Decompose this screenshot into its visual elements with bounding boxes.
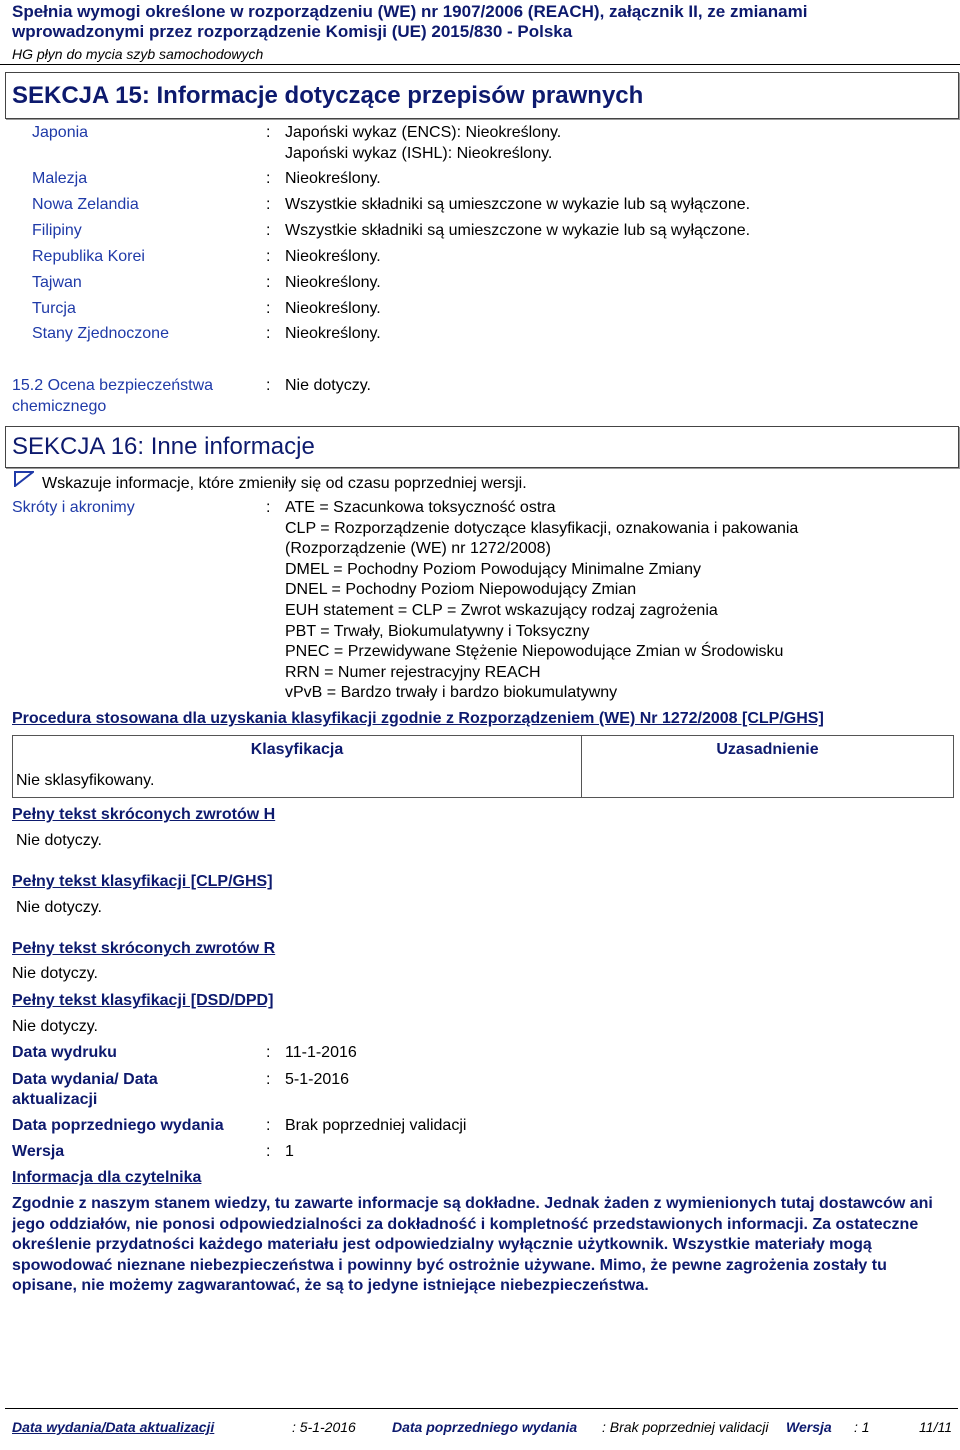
colon: : [266,1044,271,1061]
section-15-heading [5,72,959,119]
colon: : [266,1117,271,1134]
abbreviation-item: RRN = Numer rejestracyjny REACH [285,663,541,681]
reader-info-title: Informacja dla czytelnika [12,1169,202,1186]
abbreviation-item: CLP = Rozporządzenie dotyczące klasyfikacji, oznakowania i pakowania [285,519,799,537]
print-date-label: Data wydruku [12,1044,117,1061]
print-date-value: 11-1-2016 [285,1044,357,1061]
footer-previous-value: : Brak poprzedniej validacji [602,1419,769,1435]
section-16-heading [5,426,959,468]
disclaimer: Zgodnie z naszym stanem wiedzy, tu zawarte informacje są dokładne. Jednak żaden z wymienionych tutaj dostawców ani jego oddziałów, nie ponosi odpowiedzialności za dokładność i kompletność przedstawionych informacji. Za ostateczne określenie przydatności każdego materiału jest odpowiedzialny wyłącznie użytkownik. Wszystkie materiały mogą spowodować nieznane niebezpieczeństwa i powinny być ostrożnie używane. Mimo, że pewne zagrożenia zostały tu opisane, nie możemy zagwarantować, że są to jedyne istniejące niebezpieczeństwa. [12,1195,933,1295]
footer-page-number: 11/11 [919,1419,952,1435]
clp-value: Nie dotyczy. [16,899,102,916]
version-value: 1 [285,1143,294,1160]
abbreviations-list [285,498,945,704]
footer-version-value: : 1 [854,1419,870,1435]
previous-date-label: Data poprzedniego wydania [12,1117,224,1134]
abbreviation-item: vPvB = Bardzo trwały i bardzo biokumulatywny [285,684,618,702]
document-header [12,2,952,42]
colon: : [266,325,271,342]
classification-header-text: Klasyfikacja [250,741,344,758]
issue-date-label: Data wydania/ Data aktualizacji [12,1071,158,1108]
colon: : [266,222,271,239]
country-value-japan-1: Japoński wykaz (ENCS): Nieokreślony. [285,124,562,141]
colon: : [266,499,271,516]
abbreviation-item: ATE = Szacunkowa toksyczność ostra [285,499,556,516]
header-divider [0,64,960,65]
colon: : [266,248,271,265]
country-value-korea: Nieokreślony. [285,248,381,265]
dsd-title: Pełny tekst klasyfikacji [DSD/DPD] [12,992,274,1009]
country-value-taiwan: Nieokreślony. [285,274,381,291]
footer-divider [5,1408,958,1409]
colon: : [266,377,271,394]
footer-issue-label: Data wydania/Data aktualizacji [12,1419,215,1435]
section-16-title: SEKCJA 16: Inne informacje [12,433,315,460]
r-phrases-title: Pełny tekst skróconych zwrotów R [12,940,276,957]
abbreviations-label: Skróty i akronimy [12,499,135,516]
table-row [13,766,954,798]
classification-table [12,735,954,798]
h-phrases-title: Pełny tekst skróconych zwrotów H [12,806,276,823]
colon: : [266,1071,271,1088]
justification-header-text: Uzasadnienie [716,741,819,758]
country-label-philippines: Filipiny [32,222,82,239]
issue-date-value: 5-1-2016 [285,1071,350,1088]
r-phrases-value: Nie dotyczy. [12,965,98,982]
abbreviation-item: (Rozporządzenie (WE) nr 1272/2008) [285,540,551,558]
previous-date-value: Brak poprzedniej validacji [285,1117,467,1134]
country-label-turkey: Turcja [32,300,76,317]
colon: : [266,124,271,141]
footer-version-label: Wersja [786,1419,832,1435]
abbreviation-item: PNEC = Przewidywane Stężenie Niepowodujące Zmian w Środowisku [285,643,784,661]
dsd-value: Nie dotyczy. [12,1018,98,1035]
section-15-title: SEKCJA 15: Informacje dotyczące przepisów prawnych [12,82,644,109]
abbreviation-item: DMEL = Pochodny Poziom Powodujący Minimalne Zmiany [285,560,702,578]
colon: : [266,196,271,213]
change-note: Wskazuje informacje, które zmieniły się od czasu poprzedniej wersji. [42,475,527,492]
table-header-justification [582,736,954,766]
change-indicator-icon [14,471,34,487]
country-label-korea: Republika Korei [32,248,145,265]
footer-issue-value: : 5-1-2016 [292,1419,356,1435]
abbreviation-item: PBT = Trwały, Biokumulatywny i Toksyczny [285,622,590,640]
h-phrases-value: Nie dotyczy. [16,832,102,849]
abbreviation-item: DNEL = Pochodny Poziom Niepowodujący Zmian [285,581,637,599]
country-value-usa: Nieokreślony. [285,325,381,342]
table-header-row [13,736,954,766]
country-value-turkey: Nieokreślony. [285,300,381,317]
assessment-label-1: 15.2 Ocena bezpieczeństwa [12,377,214,394]
country-label-japan: Japonia [32,124,89,141]
table-header-classification [13,736,582,766]
assessment-label-2: chemicznego [12,398,107,415]
table-cell-justification [582,766,954,798]
procedure-title: Procedura stosowana dla uzyskania klasyfikacji zgodnie z Rozporządzeniem (WE) Nr 1272/2008 [CLP/GHS] [12,710,824,727]
country-label-malaysia: Malezja [32,170,88,187]
product-name: HG płyn do mycia szyb samochodowych [12,46,264,62]
country-value-philippines: Wszystkie składniki są umieszczone w wykazie lub są wyłączone. [285,222,751,239]
page-footer [12,1419,952,1439]
footer-previous-label: Data poprzedniego wydania [392,1419,578,1435]
version-label: Wersja [12,1143,65,1160]
header-line-2: wprowadzonymi przez rozporządzenie Komisji (UE) 2015/830 - Polska [12,22,573,41]
country-value-malaysia: Nieokreślony. [285,170,381,187]
colon: : [266,274,271,291]
country-label-usa: Stany Zjednoczone [32,325,169,342]
country-value-japan-2: Japoński wykaz (ISHL): Nieokreślony. [285,145,553,162]
header-line-1: Spełnia wymogi określone w rozporządzeniu (WE) nr 1907/2006 (REACH), załącznik II, ze zmianami [12,2,808,21]
clp-title: Pełny tekst klasyfikacji [CLP/GHS] [12,873,273,890]
colon: : [266,1143,271,1160]
colon: : [266,170,271,187]
country-value-new-zealand: Wszystkie składniki są umieszczone w wykazie lub są wyłączone. [285,196,751,213]
table-cell-classification: Nie sklasyfikowany. [13,766,582,798]
abbreviation-item: EUH statement = CLP = Zwrot wskazujący rodzaj zagrożenia [285,601,718,619]
country-label-taiwan: Tajwan [32,274,82,291]
assessment-value: Nie dotyczy. [285,377,371,394]
country-label-new-zealand: Nowa Zelandia [32,196,139,213]
colon: : [266,300,271,317]
